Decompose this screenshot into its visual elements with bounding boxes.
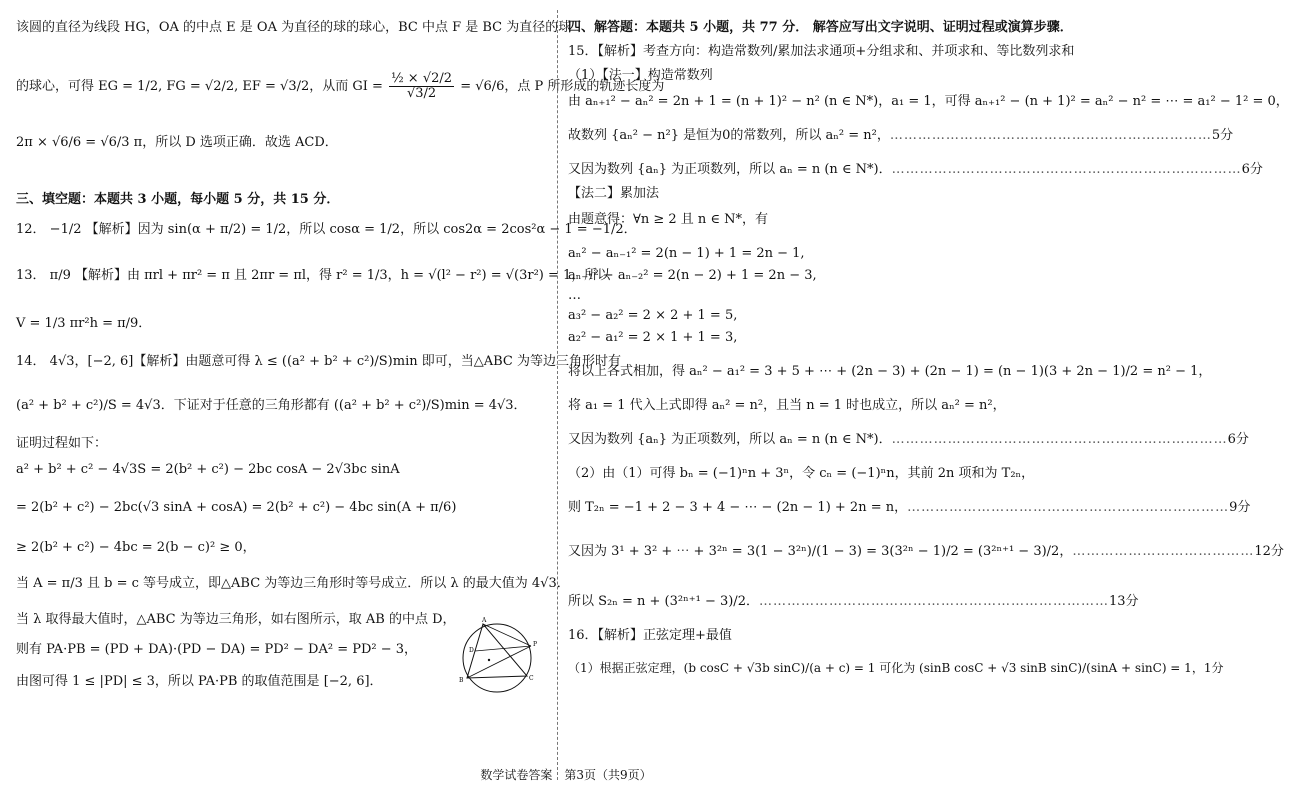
text-line: 则 T₂ₙ = −1 + 2 − 3 + 4 − ⋯ − (2n − 1) + 2n = n，……………………………………………………………9分 [568,500,1251,515]
text-line: 将 a₁ = 1 代入上式即得 aₙ² = n²，且当 n = 1 时也成立，所以 aₙ² = n²， [568,398,1006,413]
column-divider [557,10,558,780]
label-D: D [469,647,474,654]
equation-line: a₃² − a₂² = 2 × 2 + 1 = 5, [568,308,738,323]
answer-14-line: 由图可得 1 ≤ |PD| ≤ 3，所以 PA·PB 的取值范围是 [−2, 6]． [16,674,383,689]
answer-14-line: (a² + b² + c²)/S = 4√3．下证对于任意的三角形都有 ((a² + b² + c²)/S)min = 4√3． [16,398,527,413]
answer-14: 14． 4√3，[−2, 6]【解析】由题意可得 λ ≤ ((a² + b² + c²)/S)min 即可，当△ABC 为等边三角形时有 [16,354,621,369]
score-mark: 9分 [1229,500,1251,515]
question-16-heading: 16．【解析】正弦定理+最值 [568,628,732,643]
text-line: （1）根据正弦定理，(b cosC + √3b sinC)/(a + c) = 1 可化为 (sinB cosC + √3 sinB sinC)/(sinA + sinC) = 1，1分 [568,661,1224,675]
text-line: 故数列 {aₙ² − n²} 是恒为0的常数列，所以 aₙ² = n²，……………………………………………………………5分 [568,128,1234,143]
section-heading: 三、填空题：本题共 3 小题，每小题 5 分，共 15 分． [16,192,340,207]
text-line: 所以 S₂ₙ = n + (3²ⁿ⁺¹ − 3)/2．…………………………………………………………………13分 [568,594,1139,609]
text-line: 又因为数列 {aₙ} 为正项数列，所以 aₙ = n (n ∈ N*)．…………………………………………………………………6分 [568,162,1263,177]
equation-line: aₙ₋₁² − aₙ₋₂² = 2(n − 2) + 1 = 2n − 3, [568,268,817,283]
text-line: （2）由（1）可得 bₙ = (−1)ⁿn + 3ⁿ，令 cₙ = (−1)ⁿn，其前 2n 项和为 T₂ₙ， [568,466,1035,481]
score-mark: 6分 [1241,162,1263,177]
label-P: P [533,641,538,648]
score-mark: 6分 [1227,432,1249,447]
score-mark: 13分 [1108,594,1139,609]
label-B: B [459,677,464,684]
text-line: 由题意得：∀n ≥ 2 且 n ∈ N*，有 [568,212,769,227]
text-line: 的球心，可得 EG = 1/2, FG = √2/2, EF = √3/2，从而 GI = $\frac{\text{½ × √2/2}}{√3/2}$ = √6/6，点 P 所形成的轨迹长度为 [16,71,665,101]
section-heading: 四、解答题：本题共 5 小题，共 77 分． 解答应写出文字说明、证明过程或演算步骤． [568,20,1073,35]
triangle-circle-figure [447,616,545,696]
question-15-heading: 15．【解析】考查方向：构造常数列/累加法求通项+分组求和、并项求和、等比数列求和 [568,44,1075,59]
method-label: 【法二】累加法 [568,186,660,201]
text-line: 该圆的直径为线段 HG，OA 的中点 E 是 OA 为直径的球的球心，BC 中点 F 是 BC 为直径的球 [16,20,572,35]
text-line: 又因为 3¹ + 3² + ⋯ + 3²ⁿ = 3(1 − 3²ⁿ)/(1 − 3) = 3(3²ⁿ − 1)/2 = (3²ⁿ⁺¹ − 3)/2，…………………………………12分 [568,544,1284,559]
text-line: 2π × √6/6 = √6/3 π，所以 D 选项正确．故选 ACD． [16,135,338,150]
answer-13: 13． π/9 【解析】由 πrl + πr² = π 且 2πr = πl，得 r² = 1/3，h = √(l² − r²) = √(3r²) = 1，所以 [16,268,611,283]
text-line: 由 aₙ₊₁² − aₙ² = 2n + 1 = (n + 1)² − n² (n ∈ N*)，a₁ = 1，可得 aₙ₊₁² − (n + 1)² = aₙ² − n² = ⋯ = a₁² − 1² = 0， [568,94,1289,109]
answer-14-line: 则有 PA·PB = (PD + DA)·(PD − DA) = PD² − DA² = PD² − 3， [16,642,418,657]
label-C: C [529,675,534,682]
label-A: A [482,617,487,624]
equation-line: aₙ² − aₙ₋₁² = 2(n − 1) + 1 = 2n − 1, [568,246,805,261]
text-line: 又因为数列 {aₙ} 为正项数列，所以 aₙ = n (n ∈ N*)．………………………………………………………………6分 [568,432,1249,447]
answer-14-line: a² + b² + c² − 4√3S = 2(b² + c²) − 2bc cosA − 2√3bc sinA [16,462,400,477]
page-footer: 数学试卷答案 第3页（共9页） [480,768,652,782]
score-mark: 5分 [1211,128,1234,143]
answer-14-line: 证明过程如下： [16,436,108,451]
answer-14-line: ≥ 2(b² + c²) − 4bc = 2(b − c)² ≥ 0， [16,540,256,555]
fraction-gi: $\frac{\text{½ × √2/2}}{√3/2}$ [391,71,453,101]
method-label: （1）【法一】构造常数列 [568,68,713,83]
text-line: 将以上各式相加，得 aₙ² − a₁² = 3 + 5 + ⋯ + (2n − 3) + (2n − 1) = (n − 1)(3 + 2n − 1)/2 = n² − 1， [568,364,1212,379]
equation-line: a₂² − a₁² = 2 × 1 + 1 = 3, [568,330,738,345]
answer-12: 12． −1/2 【解析】因为 sin(α + π/2) = 1/2，所以 cosα = 1/2，所以 cos2α = 2cos²α − 1 = −1/2． [16,222,637,237]
score-mark: 12分 [1254,544,1284,559]
answer-14-line: 当 A = π/3 且 b = c 等号成立，即△ABC 为等边三角形时等号成立．所以 λ 的最大值为 4√3． [16,576,570,591]
answer-14-line: 当 λ 取得最大值时，△ABC 为等边三角形，如右图所示，取 AB 的中点 D， [16,612,456,627]
equation-line: … [568,288,581,303]
answer-13-cont: V = 1/3 πr²h = π/9． [16,316,152,331]
answer-14-line: = 2(b² + c²) − 2bc(√3 sinA + cosA) = 2(b² + c²) − 4bc sin(A + π/6) [16,500,457,515]
